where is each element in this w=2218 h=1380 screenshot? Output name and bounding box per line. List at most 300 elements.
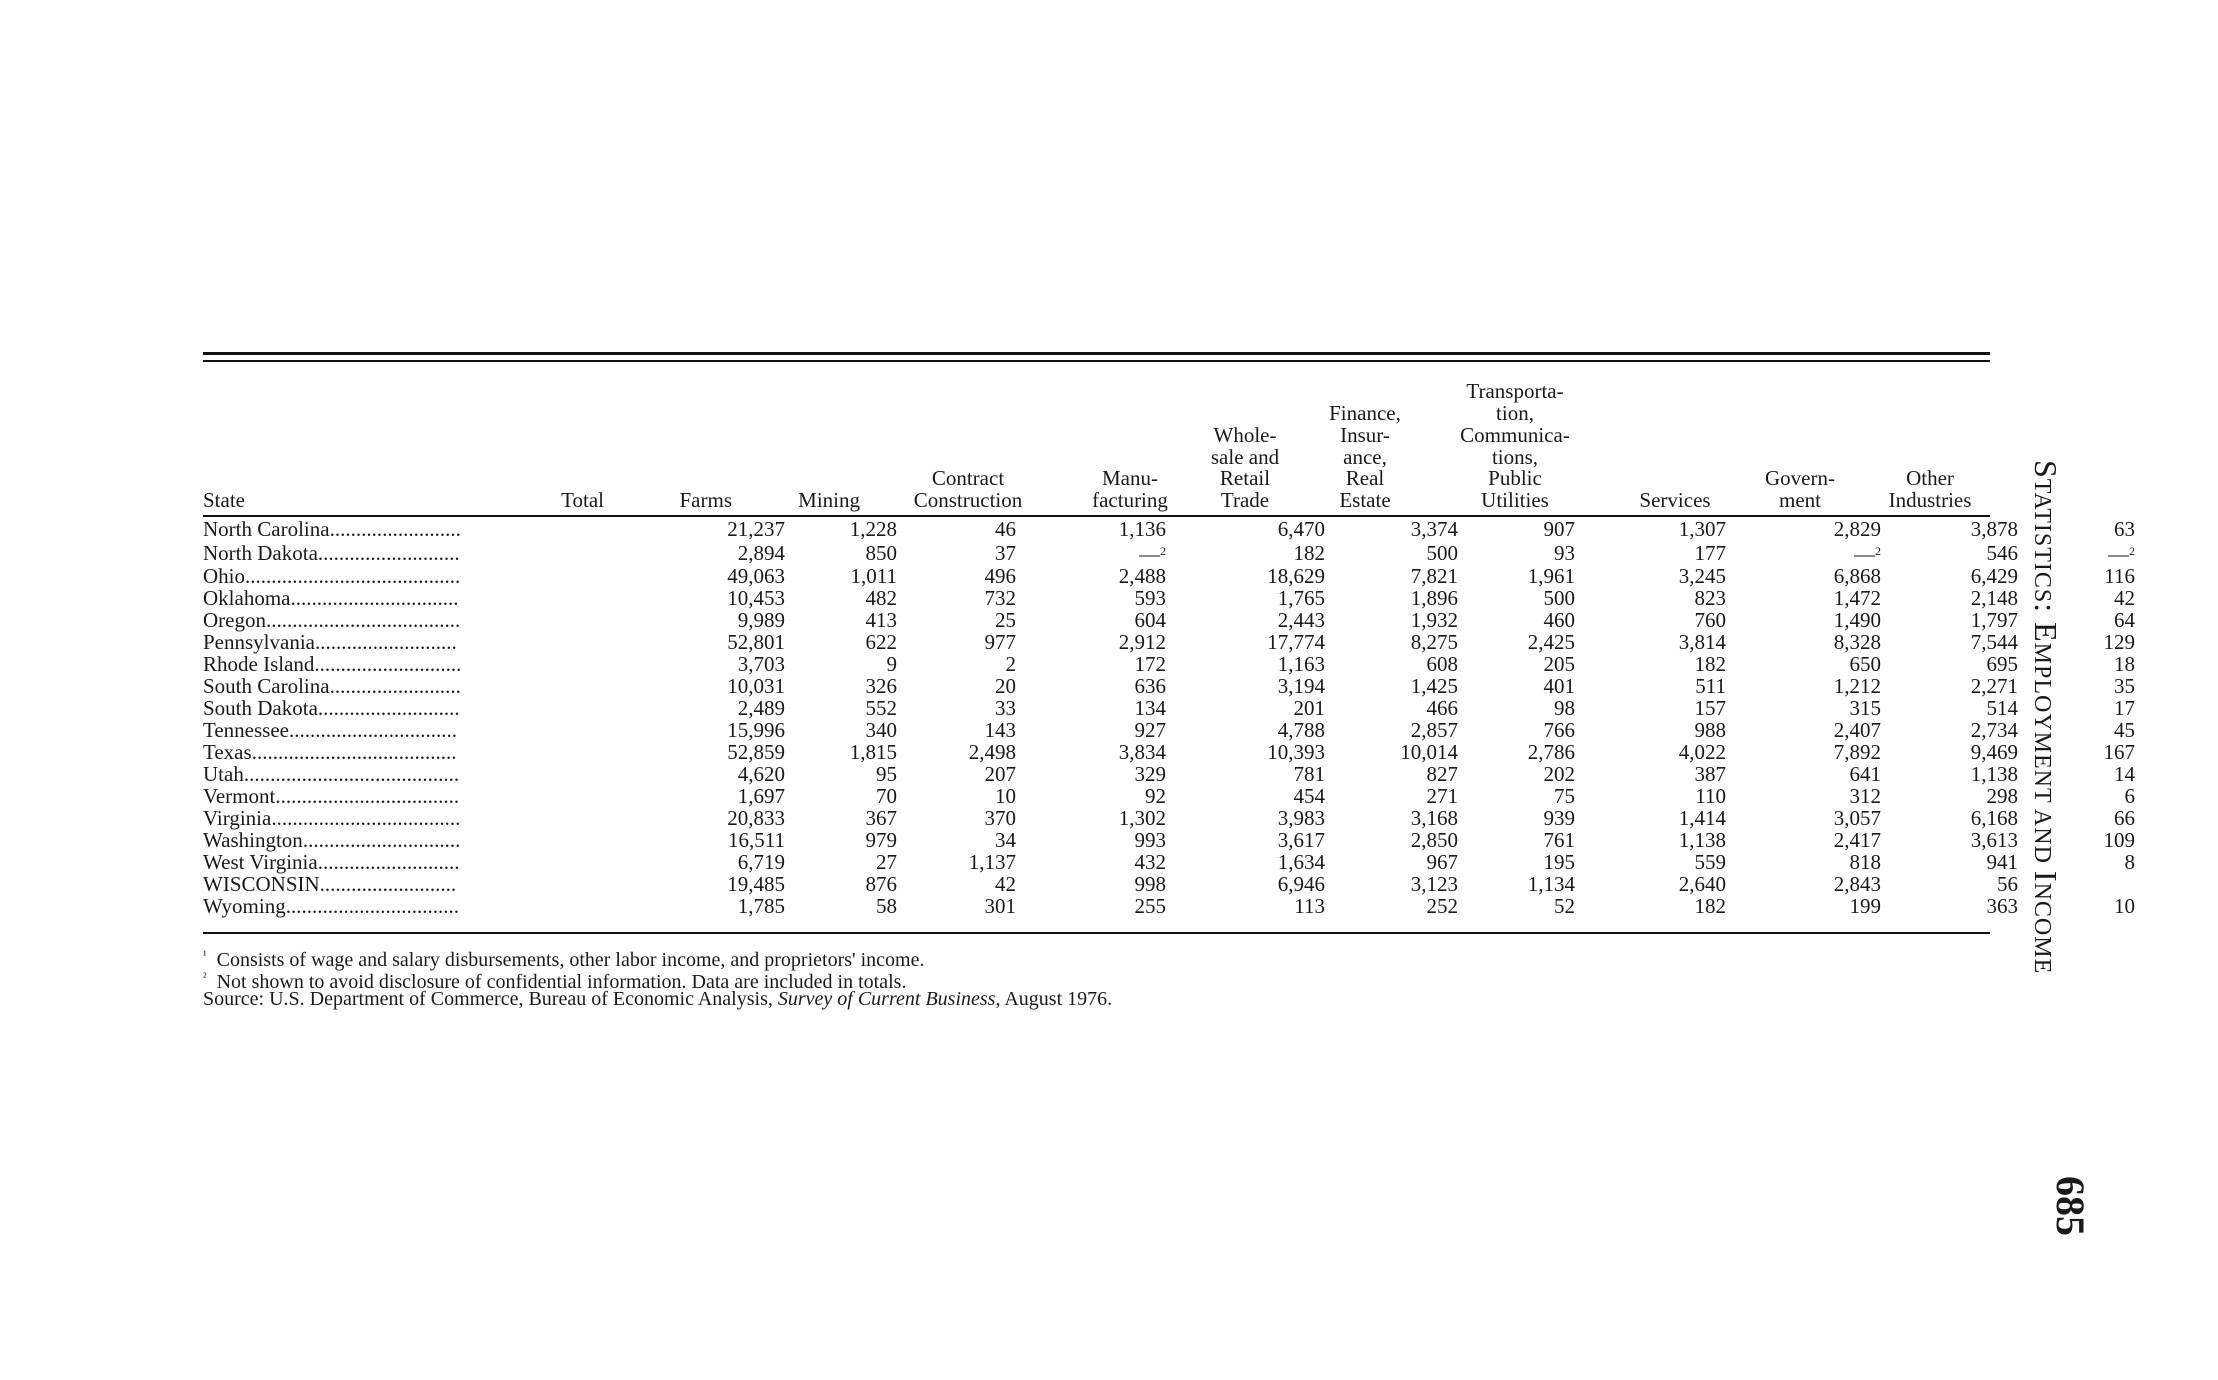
cell-services: 315 <box>1849 696 1881 720</box>
cell-transport: 4,022 <box>1678 740 1726 764</box>
header-farms: Farms <box>679 488 732 513</box>
running-head-colon: : <box>2028 603 2064 623</box>
cell-mining: 10 <box>995 784 1016 808</box>
page-number: 685 <box>2048 1176 2093 1236</box>
cell-other: 6 <box>2124 784 2135 808</box>
cell-manufacturing: 4,788 <box>1277 718 1325 742</box>
state-name: Vermont <box>203 784 276 808</box>
state-cell <box>203 675 521 697</box>
header-contract-construction: Contract Construction <box>913 466 1023 513</box>
cell-transport: 110 <box>1695 784 1726 808</box>
cell-services: 1,212 <box>1833 674 1881 698</box>
cell-farms: 340 <box>865 718 897 742</box>
state-name: Ohio <box>203 564 245 588</box>
cell-services: 312 <box>1849 784 1881 808</box>
cell-manufacturing: 1,634 <box>1277 850 1325 874</box>
table-row <box>203 609 2147 631</box>
cell-farms: 9 <box>886 652 897 676</box>
dot-leader: ..................................... <box>265 608 461 632</box>
state-cell <box>203 851 521 873</box>
cell-construction: 636 <box>1134 674 1166 698</box>
cell-manufacturing: 1,765 <box>1277 586 1325 610</box>
header-state: State <box>203 488 245 513</box>
cell-finance: 52 <box>1554 894 1575 918</box>
table-row <box>203 807 2147 829</box>
table-row <box>203 587 2147 609</box>
cell-manufacturing: 182 <box>1293 540 1325 565</box>
state-name: Pennsylvania <box>203 630 315 654</box>
state-cell <box>203 697 521 719</box>
cell-construction: 998 <box>1134 872 1166 896</box>
cell-finance: 1,961 <box>1527 564 1575 588</box>
cell-services: 2,417 <box>1833 828 1881 852</box>
running-head-part3-rest: NCOME <box>2029 882 2055 975</box>
cell-manufacturing: 18,629 <box>1267 564 1325 588</box>
running-head-part1-rest: TATISTICS <box>2029 478 2055 604</box>
cell-finance: 500 <box>1543 586 1575 610</box>
state-name: Wyoming <box>203 894 286 918</box>
cell-construction: 593 <box>1134 586 1166 610</box>
cell-mining: 46 <box>995 517 1016 541</box>
cell-finance: 75 <box>1554 784 1575 808</box>
state-name: Rhode Island <box>203 652 315 676</box>
table-row <box>203 873 2147 895</box>
cell-other: 129 <box>2103 630 2135 654</box>
cell-transport: 1,414 <box>1678 806 1726 830</box>
dot-leader: ........................... <box>314 630 457 654</box>
cell-farms: 876 <box>865 872 897 896</box>
cell-construction: 134 <box>1134 696 1166 720</box>
cell-mining: 2,498 <box>968 740 1016 764</box>
cell-other: 63 <box>2114 517 2135 541</box>
cell-trade: 252 <box>1426 894 1458 918</box>
footnote-1-mark: ¹ <box>203 948 207 962</box>
dot-leader: ....................................... <box>251 740 457 764</box>
state-name: WISCONSIN <box>203 872 320 896</box>
dot-leader: ................................. <box>285 894 459 918</box>
cell-total: 6,719 <box>737 850 785 874</box>
cell-total: 21,237 <box>727 517 785 541</box>
state-name: Utah <box>203 762 244 786</box>
state-name: Oregon <box>203 608 266 632</box>
footnote-ref: 2 <box>2129 544 2135 558</box>
state-name: South Carolina <box>203 674 330 698</box>
cell-government: 546 <box>1986 540 2018 565</box>
dot-leader: ................................ <box>290 586 459 610</box>
cell-construction: 993 <box>1134 828 1166 852</box>
cell-transport: 3,814 <box>1678 630 1726 654</box>
table-row <box>203 631 2147 653</box>
table-row <box>203 785 2147 807</box>
cell-other: 10 <box>2114 894 2135 918</box>
cell-total: 15,996 <box>727 718 785 742</box>
cell-government: 7,544 <box>1970 630 2018 654</box>
cell-finance: 401 <box>1543 674 1575 698</box>
source-note <box>203 988 1112 1010</box>
state-cell <box>203 829 521 851</box>
dot-leader: ......................... <box>329 674 461 698</box>
cell-manufacturing: 3,194 <box>1277 674 1325 698</box>
cell-services: 650 <box>1849 652 1881 676</box>
state-cell <box>203 873 521 895</box>
cell-construction: 432 <box>1134 850 1166 874</box>
state-cell <box>203 565 521 587</box>
footnote-1-text: Consists of wage and salary disbursements, other labor income, and proprietors' income. <box>216 949 925 971</box>
cell-construction: 92 <box>1145 784 1166 808</box>
cell-total: 10,453 <box>727 586 785 610</box>
cell-mining: 37 <box>995 540 1016 565</box>
cell-mining: 207 <box>984 762 1016 786</box>
cell-manufacturing: 1,163 <box>1277 652 1325 676</box>
cell-mining: 1,137 <box>968 850 1016 874</box>
cell-manufacturing: 3,617 <box>1277 828 1325 852</box>
header-finance-insurance-real-estate: Finance, Insur- ance, Real Estate <box>1329 401 1401 513</box>
cell-total: 2,489 <box>737 696 785 720</box>
table-row <box>203 763 2147 785</box>
running-head-part2-rest: MPLOYMENT AND <box>2029 642 2055 871</box>
state-name: West Virginia <box>203 850 318 874</box>
cell-farms: 367 <box>865 806 897 830</box>
cell-mining: 977 <box>984 630 1016 654</box>
cell-other: 8 <box>2124 850 2135 874</box>
cell-transport: 988 <box>1694 718 1726 742</box>
dot-leader: .............................. <box>302 828 461 852</box>
cell-services: 2,829 <box>1833 517 1881 541</box>
cell-mining: 496 <box>984 564 1016 588</box>
cell-trade: 967 <box>1426 850 1458 874</box>
cell-farms: 979 <box>865 828 897 852</box>
cell-other: 35 <box>2114 674 2135 698</box>
cell-total: 9,989 <box>737 608 785 632</box>
cell-services: 641 <box>1849 762 1881 786</box>
cell-trade: 3,374 <box>1410 517 1458 541</box>
cell-services: 6,868 <box>1833 564 1881 588</box>
cell-transport: 387 <box>1694 762 1726 786</box>
cell-government: 6,168 <box>1970 806 2018 830</box>
cell-construction: 329 <box>1134 762 1166 786</box>
cell-farms: 552 <box>865 696 897 720</box>
cell-mining: 33 <box>995 696 1016 720</box>
cell-government: 56 <box>1997 872 2018 896</box>
cell-mining: 370 <box>984 806 1016 830</box>
cell-manufacturing: 10,393 <box>1267 740 1325 764</box>
cell-finance: 2,786 <box>1527 740 1575 764</box>
cell-finance: 195 <box>1543 850 1575 874</box>
cell-other: 42 <box>2114 586 2135 610</box>
cell-farms: 58 <box>876 894 897 918</box>
state-cell <box>203 807 521 829</box>
cell-trade: 10,014 <box>1400 740 1458 764</box>
cell-government: 3,613 <box>1970 828 2018 852</box>
cell-trade: 1,425 <box>1410 674 1458 698</box>
state-name: Washington <box>203 828 303 852</box>
running-head-part1-cap: S <box>2028 460 2064 479</box>
cell-mining: 301 <box>984 894 1016 918</box>
cell-finance: 2,425 <box>1527 630 1575 654</box>
cell-manufacturing: 454 <box>1293 784 1325 808</box>
cell-total: 10,031 <box>727 674 785 698</box>
state-cell <box>203 741 521 763</box>
table-row <box>203 741 2147 763</box>
cell-trade: 1,896 <box>1410 586 1458 610</box>
cell-total: 2,894 <box>737 540 785 565</box>
cell-government: 298 <box>1986 784 2018 808</box>
state-name: North Carolina <box>203 517 330 541</box>
cell-transport: 1,307 <box>1678 517 1726 541</box>
cell-services: 199 <box>1849 894 1881 918</box>
running-head-part2-cap: E <box>2028 622 2064 643</box>
cell-trade: 7,821 <box>1410 564 1458 588</box>
dot-leader: ................................ <box>289 718 457 742</box>
cell-services: 2,407 <box>1833 718 1881 742</box>
cell-finance: 205 <box>1543 652 1575 676</box>
cell-total: 52,859 <box>727 740 785 764</box>
state-cell <box>203 518 521 540</box>
state-name: Texas <box>203 740 252 764</box>
cell-transport: 1,138 <box>1678 828 1726 852</box>
cell-construction: 1,302 <box>1118 806 1166 830</box>
cell-construction: 172 <box>1134 652 1166 676</box>
cell-other: 66 <box>2114 806 2135 830</box>
header-government: Govern- ment <box>1765 466 1835 513</box>
cell-other: 18 <box>2114 652 2135 676</box>
state-cell <box>203 785 521 807</box>
table-row <box>203 829 2147 851</box>
cell-construction: 1,136 <box>1118 517 1166 541</box>
cell-farms: 413 <box>865 608 897 632</box>
dot-leader: ................................... <box>275 784 460 808</box>
state-cell <box>203 653 521 675</box>
cell-government: 9,469 <box>1970 740 2018 764</box>
header-manufacturing: Manu- facturing <box>1092 466 1168 513</box>
cell-government: 941 <box>1986 850 2018 874</box>
cell-manufacturing: 113 <box>1294 894 1325 918</box>
cell-other: —$^2$ <box>2108 542 2135 566</box>
cell-government: 6,429 <box>1970 564 2018 588</box>
cell-total: 19,485 <box>727 872 785 896</box>
state-cell <box>203 587 521 609</box>
cell-other: 17 <box>2114 696 2135 720</box>
source-prefix: Source: U.S. Department of Commerce, Bureau of Economic Analysis, <box>203 988 778 1010</box>
cell-transport: 823 <box>1694 586 1726 610</box>
cell-other: 45 <box>2114 718 2135 742</box>
cell-total: 49,063 <box>727 564 785 588</box>
cell-trade: 2,850 <box>1410 828 1458 852</box>
table-row <box>203 851 2147 873</box>
header-services: Services <box>1639 488 1711 513</box>
cell-transport: 760 <box>1694 608 1726 632</box>
cell-manufacturing: 201 <box>1293 696 1325 720</box>
cell-mining: 25 <box>995 608 1016 632</box>
cell-finance: 907 <box>1543 517 1575 541</box>
cell-transport: 511 <box>1695 674 1726 698</box>
income-by-industry-table <box>203 518 2147 917</box>
dot-leader: ......................................... <box>243 762 460 786</box>
cell-mining: 2 <box>1005 652 1016 676</box>
cell-government: 695 <box>1986 652 2018 676</box>
cell-farms: 1,011 <box>850 564 897 588</box>
dot-leader: ........................... <box>317 696 460 720</box>
table-row <box>203 697 2147 719</box>
cell-services: 7,892 <box>1833 740 1881 764</box>
cell-farms: 326 <box>865 674 897 698</box>
cell-other: 167 <box>2103 740 2135 764</box>
running-head <box>2027 460 2064 974</box>
cell-farms: 482 <box>865 586 897 610</box>
cell-finance: 98 <box>1554 696 1575 720</box>
cell-construction: 604 <box>1134 608 1166 632</box>
cell-manufacturing: 781 <box>1293 762 1325 786</box>
cell-services: 1,490 <box>1833 608 1881 632</box>
cell-total: 3,703 <box>737 652 785 676</box>
cell-construction: 2,912 <box>1118 630 1166 654</box>
table-row <box>203 565 2147 587</box>
cell-manufacturing: 2,443 <box>1277 608 1325 632</box>
cell-services: 3,057 <box>1833 806 1881 830</box>
top-double-rule-upper <box>203 352 1990 355</box>
state-name: South Dakota <box>203 696 318 720</box>
header-wholesale-retail-trade: Whole- sale and Retail Trade <box>1210 422 1280 513</box>
cell-government: 514 <box>1986 696 2018 720</box>
dot-leader: .................................... <box>271 806 461 830</box>
cell-total: 4,620 <box>737 762 785 786</box>
cell-mining: 732 <box>984 586 1016 610</box>
cell-services: —$^2$ <box>1854 542 1881 566</box>
state-cell <box>203 540 521 565</box>
cell-total: 20,833 <box>727 806 785 830</box>
cell-total: 1,785 <box>737 894 785 918</box>
table-row <box>203 540 2147 565</box>
cell-government: 2,148 <box>1970 586 2018 610</box>
cell-farms: 850 <box>865 540 897 565</box>
state-cell <box>203 763 521 785</box>
cell-services: 818 <box>1849 850 1881 874</box>
header-mining: Mining <box>798 488 860 513</box>
cell-trade: 2,857 <box>1410 718 1458 742</box>
state-cell <box>203 609 521 631</box>
dot-leader: ............................ <box>314 652 462 676</box>
cell-transport: 157 <box>1694 696 1726 720</box>
cell-transport: 182 <box>1694 652 1726 676</box>
cell-farms: 1,228 <box>849 517 897 541</box>
cell-other: 14 <box>2114 762 2135 786</box>
cell-government: 2,734 <box>1970 718 2018 742</box>
running-head-part3-cap: I <box>2028 870 2064 883</box>
footnote-ref: 2 <box>1160 544 1166 558</box>
cell-manufacturing: 6,470 <box>1277 517 1325 541</box>
cell-trade: 8,275 <box>1410 630 1458 654</box>
cell-construction: —$^2$ <box>1139 542 1166 566</box>
cell-mining: 42 <box>995 872 1016 896</box>
cell-trade: 466 <box>1426 696 1458 720</box>
cell-construction: 3,834 <box>1118 740 1166 764</box>
cell-farms: 622 <box>865 630 897 654</box>
dot-leader: ........................... <box>317 540 460 565</box>
cell-farms: 27 <box>876 850 897 874</box>
cell-mining: 34 <box>995 828 1016 852</box>
cell-trade: 1,932 <box>1410 608 1458 632</box>
cell-transport: 559 <box>1694 850 1726 874</box>
cell-total: 1,697 <box>737 784 785 808</box>
table-row <box>203 653 2147 675</box>
cell-trade: 608 <box>1426 652 1458 676</box>
cell-finance: 939 <box>1543 806 1575 830</box>
cell-trade: 3,123 <box>1410 872 1458 896</box>
cell-government: 3,878 <box>1970 517 2018 541</box>
cell-finance: 93 <box>1554 540 1575 565</box>
cell-finance: 761 <box>1543 828 1575 852</box>
cell-other: 64 <box>2114 608 2135 632</box>
cell-government: 1,797 <box>1970 608 2018 632</box>
source-suffix: , August 1976. <box>995 988 1113 1010</box>
state-name: Tennessee <box>203 718 289 742</box>
state-cell <box>203 631 521 653</box>
table-row <box>203 895 2147 917</box>
cell-transport: 177 <box>1694 540 1726 565</box>
state-name: North Dakota <box>203 540 318 565</box>
cell-transport: 182 <box>1694 894 1726 918</box>
state-name: Oklahoma <box>203 586 291 610</box>
cell-mining: 143 <box>984 718 1016 742</box>
cell-trade: 3,168 <box>1410 806 1458 830</box>
cell-services: 2,843 <box>1833 872 1881 896</box>
cell-services: 1,472 <box>1833 586 1881 610</box>
cell-construction: 2,488 <box>1118 564 1166 588</box>
cell-manufacturing: 6,946 <box>1277 872 1325 896</box>
state-cell <box>203 719 521 741</box>
cell-government: 2,271 <box>1970 674 2018 698</box>
cell-finance: 202 <box>1543 762 1575 786</box>
cell-government: 363 <box>1986 894 2018 918</box>
cell-finance: 766 <box>1543 718 1575 742</box>
cell-total: 52,801 <box>727 630 785 654</box>
footnote-ref: 2 <box>1875 544 1881 558</box>
dot-leader: .......................... <box>319 872 457 896</box>
cell-finance: 1,134 <box>1527 872 1575 896</box>
cell-government: 1,138 <box>1970 762 2018 786</box>
cell-transport: 3,245 <box>1678 564 1726 588</box>
state-name: Virginia <box>203 806 272 830</box>
cell-trade: 827 <box>1426 762 1458 786</box>
top-double-rule-lower <box>203 360 1990 362</box>
cell-manufacturing: 3,983 <box>1277 806 1325 830</box>
header-transportation-utilities: Transporta- tion, Communica- tions, Public Utilities <box>1460 379 1570 513</box>
dot-leader: ........................... <box>317 850 460 874</box>
header-other-industries: Other Industries <box>1888 466 1972 513</box>
cell-construction: 927 <box>1134 718 1166 742</box>
cell-total: 16,511 <box>728 828 785 852</box>
header-total: Total <box>561 488 604 513</box>
cell-manufacturing: 17,774 <box>1267 630 1325 654</box>
cell-other: 109 <box>2103 828 2135 852</box>
table-row <box>203 719 2147 741</box>
cell-mining: 20 <box>995 674 1016 698</box>
cell-farms: 1,815 <box>849 740 897 764</box>
cell-farms: 70 <box>876 784 897 808</box>
source-title: Survey of Current Business <box>777 988 996 1010</box>
cell-other: 116 <box>2104 564 2135 588</box>
dot-leader: ......................... <box>329 517 461 541</box>
footnote-2-mark: ² <box>203 970 207 984</box>
cell-services: 8,328 <box>1833 630 1881 654</box>
table-row <box>203 675 2147 697</box>
cell-trade: 500 <box>1426 540 1458 565</box>
cell-transport: 2,640 <box>1678 872 1726 896</box>
cell-farms: 95 <box>876 762 897 786</box>
cell-finance: 460 <box>1543 608 1575 632</box>
dot-leader: ......................................... <box>245 564 461 588</box>
footnote-2-text: Not shown to avoid disclosure of confidential information. Data are included in totals. <box>216 971 907 993</box>
